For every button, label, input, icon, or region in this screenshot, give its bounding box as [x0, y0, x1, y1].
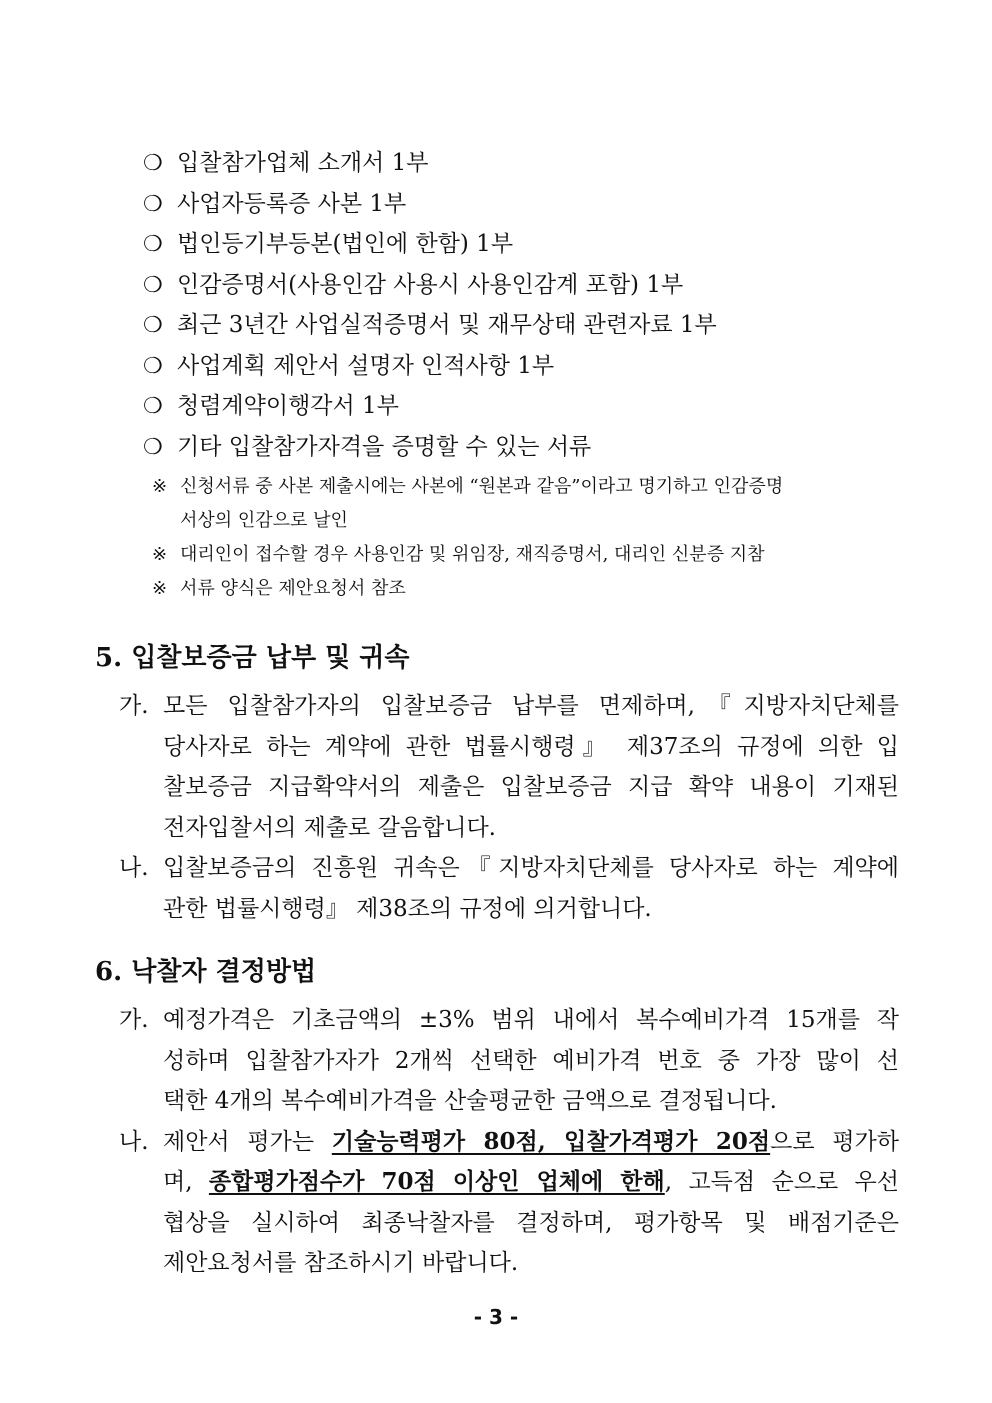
text-line: 제안서 평가는 기술능력평가 80점, 입찰가격평가 20점으로 평가하 [163, 1127, 899, 1155]
section-title: 6. 낙찰자 결정방법 [95, 957, 317, 987]
item-label: 나. [119, 1128, 149, 1155]
note-item: ※ 대리인이 접수할 경우 사용인감 및 위임장, 재직증명서, 대리인 신분증 지참 [152, 538, 912, 572]
item-label: 가. [119, 1007, 149, 1033]
page-number: - 3 - [473, 1305, 519, 1329]
section-item-ga: 가. 모든 입찰참가자의 입찰보증금 납부를 면제하며,『지방자치단체를 당사자로 하는 계약에 관한 법률시행령』 제37조의 규정에 의한 입 찰보증금 지급확약서의 제출은 입찰보증금 지급 확약 내용이 기재된 전자입찰서의 제출로 갈음합니다. [95, 686, 900, 848]
section-bid-deposit [95, 638, 900, 929]
circle-bullet-icon: ❍ [143, 353, 163, 379]
circle-bullet-icon: ❍ [143, 434, 163, 460]
note-item: ※ 서류 양식은 제안요청서 참조 [152, 572, 912, 606]
item-label: 나. [119, 855, 149, 881]
note-item: ※ 신청서류 중 사본 제출시에는 사본에 “원본과 같음”이라고 명기하고 인감증명 [152, 470, 912, 504]
circle-bullet-icon: ❍ [143, 232, 163, 257]
circle-bullet-icon: ❍ [143, 313, 163, 338]
circle-bullet-icon: ❍ [143, 191, 163, 217]
reference-mark-icon: ※ [152, 578, 168, 599]
circle-bullet-icon: ❍ [143, 272, 163, 298]
list-item: ❍ 청렴계약이행각서 1부 [143, 386, 923, 427]
section-award-method [95, 952, 900, 1284]
list-item: ❍ 사업계획 제안서 설명자 인적사항 1부 [143, 346, 923, 387]
note-continuation: 서상의 인감으로 날인 [180, 510, 348, 531]
list-item: ❍ 법인등기부등본(법인에 한함) 1부 [143, 224, 923, 265]
text-line: 며, 종합평가점수가 70점 이상인 업체에 한해, 고득점 순으로 우선 [163, 1168, 899, 1195]
emphasized-text: 기술능력평가 80점, 입찰가격평가 20점 [331, 1127, 771, 1155]
list-item: ❍ 기타 입찰참가자격을 증명할 수 있는 서류 [143, 427, 923, 468]
section-item-na: 나. 제안서 평가는 기술능력평가 80점, 입찰가격평가 20점으로 평가하 며, 종합평가점수가 70점 이상인 업체에 한해, 고득점 순으로 우선 협상을 실시하여 최종낙찰자를 결정하며, 평가항목 및 배점기준은 제안요청서를 참조하시기 바랍니다. [95, 1122, 900, 1284]
list-item: ❍ 입찰참가업체 소개서 1부 [143, 143, 923, 184]
circle-bullet-icon: ❍ [143, 394, 163, 419]
notes-block [152, 470, 912, 606]
section-title: 5. 입찰보증금 납부 및 귀속 [95, 643, 410, 673]
list-item: ❍ 최근 3년간 사업실적증명서 및 재무상태 관련자료 1부 [143, 305, 923, 346]
emphasized-text: 종합평가점수가 70점 이상인 업체에 한해 [208, 1168, 665, 1195]
item-label: 가. [119, 693, 149, 719]
section-item-na: 나. 입찰보증금의 진흥원 귀속은『지방자치단체를 당사자로 하는 계약에 관한 법률시행령』 제38조의 규정에 의거합니다. [95, 848, 900, 929]
list-item: ❍ 사업자등록증 사본 1부 [143, 184, 923, 225]
circle-bullet-icon: ❍ [143, 151, 163, 176]
reference-mark-icon: ※ [152, 544, 168, 565]
section-item-ga: 가. 예정가격은 기초금액의 ±3% 범위 내에서 복수예비가격 15개를 작 성하며 입찰참가자가 2개씩 선택한 예비가격 번호 중 가장 많이 선 택한 4개의 복수예비가격을 산술평균한 금액으로 결정됩니다. [95, 1000, 900, 1122]
submission-documents-list [143, 143, 923, 467]
reference-mark-icon: ※ [152, 476, 168, 497]
list-item: ❍ 인감증명서(사용인감 사용시 사용인감계 포함) 1부 [143, 265, 923, 306]
